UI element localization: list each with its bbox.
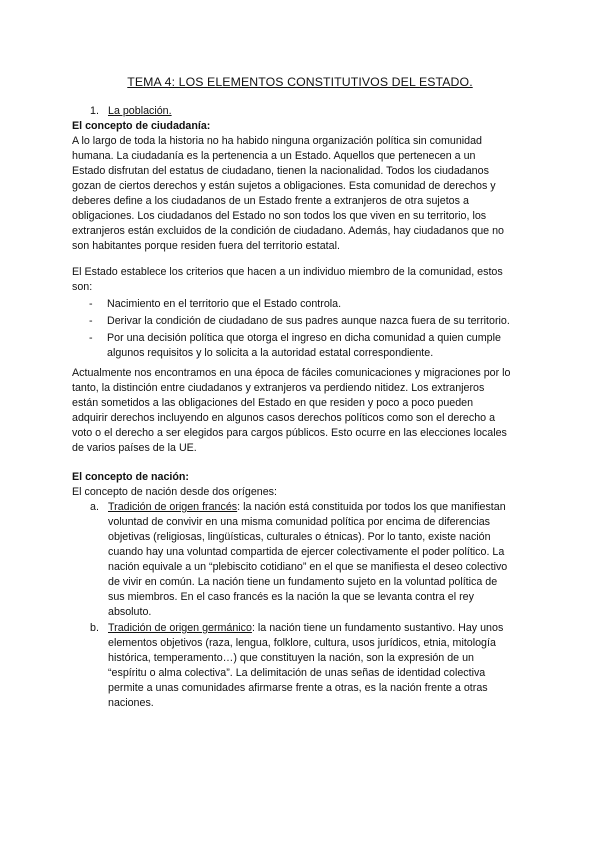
- nacion-origins-list: [72, 500, 534, 711]
- nacion-intro: El concepto de nación desde dos orígenes:: [72, 486, 277, 498]
- criteria-list: [72, 297, 534, 361]
- text-line: de vivir en común. La nación tiene un fundamento sujeto en la voluntad política de: [108, 576, 498, 588]
- text-line: nación equivale a un “plebiscito cotidiano” en el que se manifiesta el deseo colectivo: [108, 561, 508, 573]
- text-line: naciones.: [108, 697, 154, 709]
- text-line: son:: [72, 281, 93, 293]
- term-germanico: Tradición de origen germánico: [108, 622, 252, 634]
- text-line: A lo largo de toda la historia no ha habido ninguna organización política sin comunidad: [72, 135, 482, 147]
- text-line: objetivas (religiosas, lingüísticas, culturales o étnicas). Por lo tanto, existe nación: [108, 531, 491, 543]
- list-marker: -: [89, 315, 93, 327]
- text-line: voluntad de convivir en una misma comunidad política por encima de diferencias: [108, 516, 490, 528]
- text-line: Nacimiento en el territorio que el Estado controla.: [107, 298, 342, 310]
- text-line: humana. La ciudadanía es la pertenencia a un Estado. Aquellos que pertenecen a un: [72, 150, 476, 162]
- text-line: sus miembros. En el caso francés es la nación la que se levanta contra el rey: [108, 591, 474, 603]
- text-line: adquirir derechos incluyendo en algunos casos derechos políticos como son el derecho a: [72, 412, 496, 424]
- term-rest: : la nación tiene un fundamento sustantivo. Hay unos: [251, 622, 504, 634]
- section-1-header: [72, 104, 534, 119]
- text-line: Estado disfrutan del estatus de ciudadano, tienen la nacionalidad. Todos los ciudadanos: [72, 165, 489, 177]
- nacion-section: [72, 470, 534, 711]
- text-line: están sometidos a las obligaciones del Estado en que residen y poco a poco pueden: [72, 397, 474, 409]
- section-1-number: 1.: [90, 105, 99, 117]
- ciudadania-section: [72, 119, 534, 254]
- list-marker: -: [89, 298, 93, 310]
- ciudadania-paragraph-1: [72, 134, 534, 254]
- text-line: gozan de ciertos derechos y están sujetos a obligaciones. Esta comunidad de derechos y: [72, 180, 496, 192]
- text-line: [108, 500, 534, 515]
- term-frances: Tradición de origen francés: [108, 501, 238, 513]
- text-line: obligaciones. Los ciudadanos del Estado no son todos los que viven en su territorio, los: [72, 210, 487, 222]
- list-item: [72, 331, 534, 361]
- text-line: El Estado establece los criterios que hacen a un individuo miembro de la comunidad, estos: [72, 266, 503, 278]
- text-line: de varios países de la UE.: [72, 442, 197, 454]
- section-1-label: La población.: [108, 105, 172, 117]
- criterios-section: [72, 265, 534, 361]
- text-line: absoluto.: [108, 606, 152, 618]
- text-line: histórica, temperamento…) que constituyen la nación, son la expresión de un: [108, 652, 474, 664]
- text-line: Actualmente nos encontramos en una época de fáciles comunicaciones y migraciones por lo: [72, 367, 511, 379]
- text-line: son habitantes porque residen fuera del territorio estatal.: [72, 240, 340, 252]
- text-line: Derivar la condición de ciudadano de sus padres aunque nazca fuera de su territorio.: [107, 315, 510, 327]
- text-line: algunos requisitos y lo solicita a la autoridad estatal correspondiente.: [107, 347, 434, 359]
- text-line: Por una decisión política que otorga el ingreso en dicha comunidad a quien cumple: [107, 332, 501, 344]
- list-item-b: [72, 621, 534, 711]
- text-line: elementos objetivos (raza, lengua, folklore, cultura, usos jurídicos, etnia, mitología: [108, 637, 496, 649]
- list-item: [72, 314, 534, 329]
- text-line: voto o el derecho a ser elegidos para cargos públicos. Esto ocurre en las elecciones locales: [72, 427, 507, 439]
- list-marker: a.: [90, 501, 99, 513]
- term-rest: : la nación está constituida por todos los que manifiestan: [237, 501, 506, 513]
- page-title: TEMA 4: LOS ELEMENTOS CONSTITUTIVOS DEL ESTADO.: [127, 75, 473, 89]
- list-marker: -: [89, 332, 93, 344]
- list-item-a: [72, 500, 534, 620]
- text-line: [108, 621, 534, 636]
- list-item: [72, 297, 534, 312]
- text-line: tanto, la distinción entre ciudadanos y extranjeros va perdiendo nitidez. Los extranjeros: [72, 382, 485, 394]
- ciudadania-paragraph-3: [72, 366, 534, 456]
- text-line: cuando hay una voluntad compartida de ejercer colectivamente el poder político. La: [108, 546, 505, 558]
- list-marker: b.: [90, 622, 99, 634]
- text-line: extranjeros están excluidos de la condición de ciudadano. Además, hay ciudadanos que no: [72, 225, 504, 237]
- text-line: “espíritu o alma colectiva”. La delimitación de unas señas de identidad colectiva: [108, 667, 486, 679]
- ciudadania-heading: El concepto de ciudadanía:: [72, 120, 211, 132]
- nacion-heading: El concepto de nación:: [72, 471, 189, 483]
- text-line: deberes define a los ciudadanos de un Estado frente a extranjeros de otra sujetos a: [72, 195, 469, 207]
- text-line: permite a unas comunidades afirmarse frente a otras, es la nación frente a otras: [108, 682, 488, 694]
